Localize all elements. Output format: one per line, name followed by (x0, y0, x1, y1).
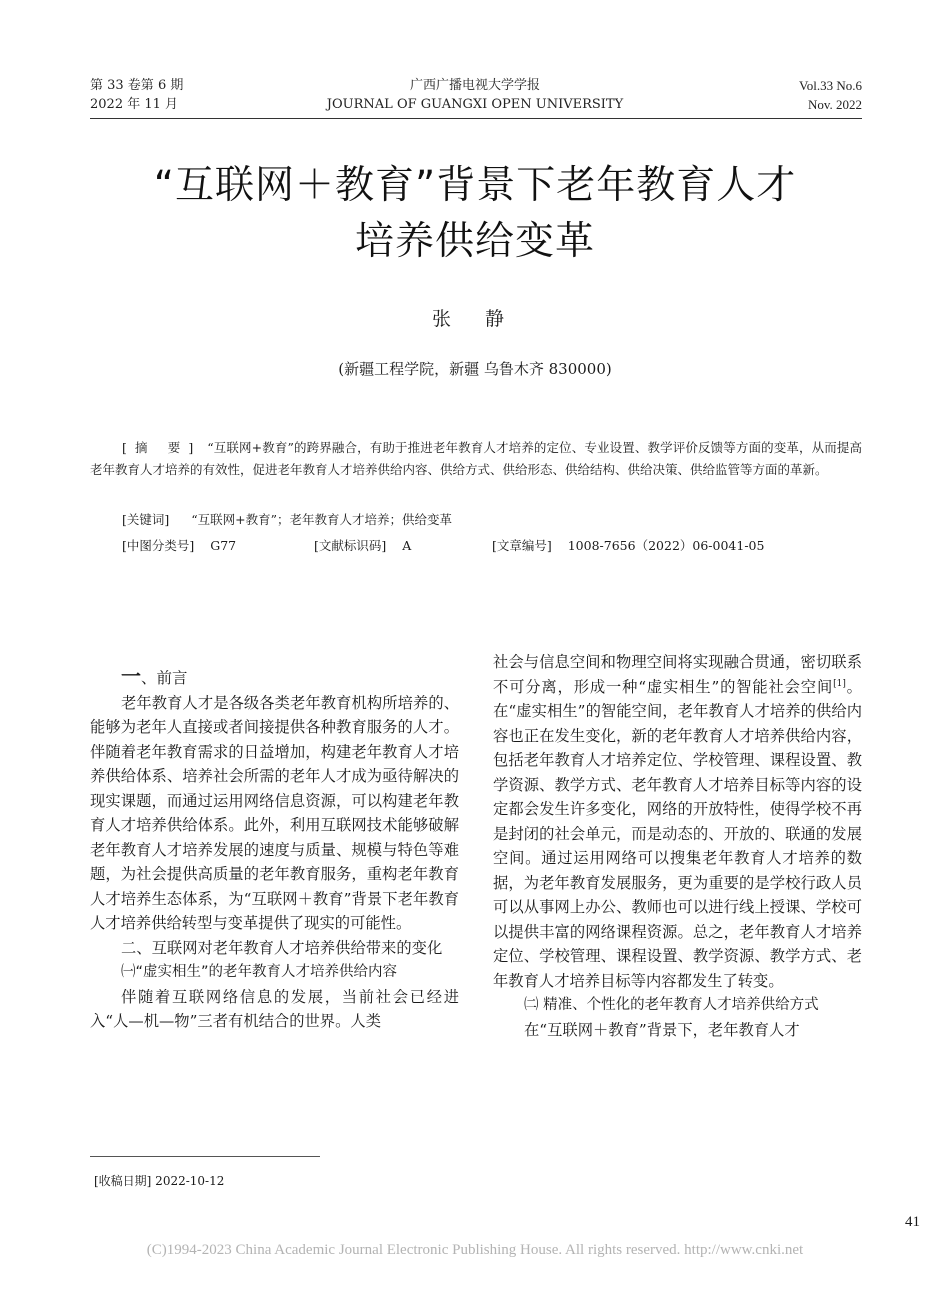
footnote-received-date: [收稿日期] 2022-10-12 (94, 1174, 225, 1188)
journal-cn: 广西广播电视大学学报 (409, 78, 540, 93)
page-number: 41 (905, 1214, 920, 1230)
title-line-2: 培养供给变革 (354, 219, 595, 264)
author: 张 静 (431, 308, 519, 330)
header-rule (90, 118, 862, 119)
body-column-left (90, 664, 459, 1034)
article-number-value: 1008-7656（2022）06-0041-05 (567, 538, 765, 553)
citation-ref[interactable]: [1] (833, 678, 846, 689)
subsection-heading-2: ㈡ 精准、个性化的老年教育人才培养供给方式 (524, 997, 819, 1013)
paragraph: 在“互联网＋教育”背景下，老年教育人才 (524, 1020, 800, 1039)
abstract-text: “互联网+教育”的跨界融合，有助于推进老年教育人才培养的定位、专业设置、教学评价反馈等方面的变革，从而提高老年教育人才培养的有效性，促进老年教育人才培养供给内容、供给方式、供给形态、供给结构、供给决策、供给监管等方面的革新。 (90, 440, 862, 477)
section-heading-1-text: 、前言 (141, 669, 188, 687)
date-cn: 2022 年 11 月 (90, 97, 179, 112)
clc-label: [中图分类号] (122, 538, 195, 553)
keywords (122, 510, 452, 530)
keywords-text: “互联网+教育”；老年教育人才培养；供给变革 (191, 512, 452, 527)
body-column-right (493, 650, 862, 1042)
paper-title (0, 158, 950, 270)
doc-label: [文献标识码] (314, 538, 387, 553)
title-line-1: “互联网＋教育”背景下老年教育人才 (153, 163, 797, 208)
header-volume (799, 76, 862, 114)
article-number-label: [文章编号] (492, 538, 552, 553)
paragraph-text-b: 。在“虚实相生”的智能空间，老年教育人才培养的供给内容也正在发生变化，新的老年教育人才培养供给内容，包括老年教育人才培养定位、学校管理、课程设置、教学资源、教学方式、老年教育人才培养目标等内容的设定都会发生许多变化，网络的开放特性，使得学校不再是封闭的社会单元，而是动态的、开放的、联通的发展空间。通过运用网络可以搜集老年教育人才培养的数据，为老年教育发展服务，更为重要的是学校行政人员可以从事网上办公、教师也可以进行线上授课、学校可以提供丰富的网络课程资源。总之，老年教育人才培养定位、学校管理、课程设置、教学资源、教学方式、老年教育人才培养目标等内容都发生了转变。 (493, 677, 862, 990)
paragraph: 伴随着互联网络信息的发展，当前社会已经进入“人—机—物”三者有机结合的世界。人类 (90, 987, 459, 1030)
classification-row (122, 536, 862, 556)
issue-cn: 第 33 卷第 6 期 (90, 78, 184, 93)
keywords-label: [关键词] (122, 512, 170, 527)
abstract-label: [摘 要] (122, 440, 202, 455)
clc-value: G77 (210, 538, 237, 553)
section-heading-1-number: 一 (121, 664, 141, 688)
subsection-heading-1: ㈠“虚实相生”的老年教育人才培养供给内容 (121, 964, 398, 980)
paragraph: 老年教育人才是各级各类老年教育机构所培养的、能够为老年人直接或者间接提供各种教育服务的人才。伴随着老年教育需求的日益增加，构建老年教育人才培养供给体系、培养社会所需的老年人才成为亟待解决的现实课题，而通过运用网络信息资源，可以构建老年教育人才培养供给体系。此外，利用互联网技术能够破解老年教育人才培养发展的速度与质量、规模与特色等难题，为社会提供高质量的老年教育服务，重构老年教育人才培养生态体系，为“互联网＋教育”背景下老年教育人才培养供给转型与变革提供了现实的可能性。 (90, 693, 459, 932)
footnote-rule (90, 1156, 320, 1157)
section-heading-2: 二、互联网对老年教育人才培养供给带来的变化 (121, 938, 443, 957)
date-en: Nov. 2022 (807, 97, 862, 112)
section-heading-1 (90, 664, 459, 691)
doc-value: A (402, 538, 412, 553)
copyright-watermark: (C)1994-2023 China Academic Journal Electronic Publishing House. All rights reserved. http://www.cnki.net (146, 1242, 804, 1258)
paragraph-text-a: 社会与信息空间和物理空间将实现融合贯通，密切联系不可分离，形成一种“虚实相生”的智能社会空间 (493, 653, 862, 696)
volume-en: Vol.33 No.6 (799, 78, 862, 93)
affiliation: (新疆工程学院，新疆 乌鲁木齐 830000) (338, 360, 612, 378)
paragraph (493, 650, 862, 993)
abstract (90, 437, 862, 481)
journal-en: JOURNAL OF GUANGXI OPEN UNIVERSITY (326, 97, 624, 112)
